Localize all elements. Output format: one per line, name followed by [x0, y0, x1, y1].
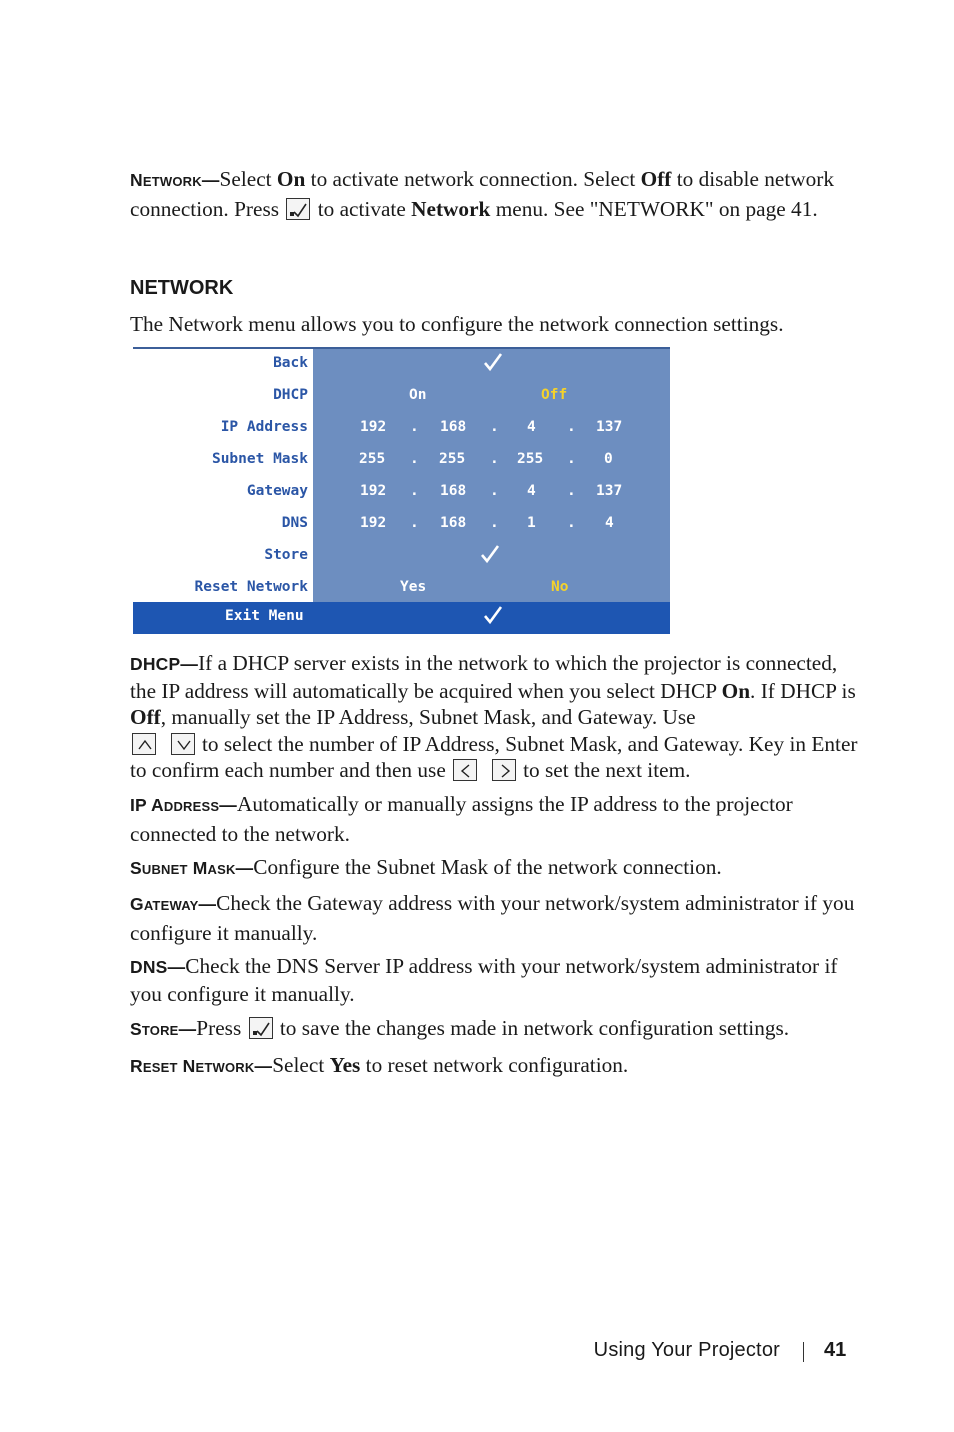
dns-paragraph — [130, 953, 865, 1007]
ip-octet-1: 192 — [360, 419, 387, 435]
osd-row-subnet-mask — [133, 445, 670, 477]
ip-octet-2: 168 — [440, 419, 467, 435]
octet-dot: . — [567, 483, 576, 499]
ip-address-term — [130, 795, 237, 815]
osd-label-dns: DNS — [281, 515, 308, 531]
text: Select — [219, 167, 277, 191]
term-cap: R — [130, 1056, 143, 1076]
text: . If DHCP is — [750, 678, 856, 703]
dns-octet-4: 4 — [605, 515, 614, 531]
reset-option-no: No — [551, 579, 569, 595]
reset-network-paragraph — [130, 1052, 865, 1082]
left-arrow-key-icon — [453, 759, 477, 781]
term-text: DNS — [130, 957, 168, 977]
checkmark-icon — [480, 543, 500, 569]
term-dash: — — [178, 1019, 197, 1039]
page-number: 41 — [824, 1339, 847, 1361]
text: to set the next item. — [517, 758, 691, 782]
term-cap: G — [130, 894, 144, 914]
term-rest: ETWORK — [195, 1060, 255, 1075]
dns-term — [130, 957, 185, 977]
subnet-mask-term — [130, 858, 253, 878]
gateway-octet-3: 4 — [527, 483, 536, 499]
osd-row-dhcp — [133, 381, 670, 413]
off-keyword: Off — [130, 705, 161, 729]
octet-dot: . — [567, 419, 576, 435]
store-term — [130, 1019, 196, 1039]
gateway-paragraph — [130, 890, 865, 946]
term-dash: — — [219, 795, 237, 815]
gateway-term — [130, 894, 216, 914]
text: Automatically or manually assigns the IP address to the projector connected to the network. — [130, 792, 793, 846]
term-dash: — — [235, 858, 254, 878]
osd-label-gateway: Gateway — [246, 483, 308, 499]
checkmark-icon — [483, 604, 503, 630]
text: to save the changes made in network configuration settings. — [274, 1016, 790, 1040]
octet-dot: . — [410, 483, 419, 499]
octet-dot: . — [490, 483, 499, 499]
osd-label-store: Store — [264, 547, 308, 563]
enter-key-icon — [249, 1017, 273, 1039]
osd-label-reset-network: Reset Network — [194, 579, 308, 595]
osd-row-back — [133, 349, 670, 381]
osd-label-ip-address: IP Address — [220, 419, 308, 435]
term-dash: — — [201, 170, 220, 190]
dhcp-option-on: On — [409, 387, 427, 403]
network-term — [130, 170, 220, 190]
term-dash: — — [198, 894, 217, 914]
octet-dot: . — [410, 515, 419, 531]
yes-keyword: Yes — [329, 1053, 361, 1077]
ip-octet-4: 137 — [596, 419, 623, 435]
gateway-octet-2: 168 — [440, 483, 467, 499]
term-rest: ATEWAY — [143, 898, 199, 913]
osd-label-back: Back — [273, 355, 308, 371]
term-cap: S — [130, 858, 142, 878]
octet-dot: . — [490, 419, 499, 435]
subnet-octet-1: 255 — [359, 451, 386, 467]
octet-dot: . — [490, 451, 499, 467]
octet-dot: . — [410, 451, 419, 467]
octet-dot: . — [490, 515, 499, 531]
term-cap: S — [130, 1019, 142, 1039]
subnet-mask-paragraph — [130, 854, 865, 884]
off-keyword: Off — [640, 167, 672, 191]
dns-octet-2: 168 — [440, 515, 467, 531]
up-arrow-key-icon — [132, 733, 156, 755]
ip-octet-3: 4 — [527, 419, 536, 435]
text: Check the Gateway address with your network/system administrator if you configure it manually. — [130, 891, 855, 945]
dhcp-paragraph — [130, 650, 865, 784]
on-keyword: On — [721, 678, 751, 703]
reset-option-yes: Yes — [400, 579, 427, 595]
term-cap: N — [177, 1056, 196, 1076]
term-dash: — — [167, 957, 186, 977]
term-dash: — — [254, 1056, 273, 1076]
reset-network-term — [130, 1056, 272, 1076]
text: menu. See "NETWORK" on page 41. — [490, 196, 818, 221]
text: If a DHCP server exists in the network to which the projector is connected, the IP address will automatically be acquired when you select DHCP — [130, 651, 838, 703]
network-keyword: Network — [411, 196, 491, 221]
subnet-octet-3: 255 — [517, 451, 544, 467]
dns-octet-1: 192 — [360, 515, 387, 531]
network-paragraph — [130, 166, 865, 222]
network-osd-menu — [133, 347, 670, 634]
right-arrow-key-icon — [492, 759, 516, 781]
term-rest: ASK — [207, 862, 236, 877]
term-rest: TORE — [141, 1023, 179, 1038]
osd-label-exit-menu: Exit Menu — [225, 608, 304, 624]
text: , manually set the IP Address, Subnet Mask, and Gateway. Use — [160, 705, 696, 729]
term-rest: UBNET — [141, 862, 188, 877]
footer-section-title: Using Your Projector — [593, 1339, 780, 1361]
term-rest: DDRESS — [163, 799, 220, 814]
dns-octet-3: 1 — [527, 515, 536, 531]
gateway-octet-1: 192 — [360, 483, 387, 499]
osd-row-reset-network — [133, 573, 670, 605]
osd-row-store — [133, 541, 670, 573]
store-paragraph — [130, 1015, 865, 1045]
text: Press — [196, 1016, 247, 1040]
term-cap: N — [130, 170, 143, 190]
text: to activate network connection. Select — [305, 167, 641, 191]
text: Configure the Subnet Mask of the network connection. — [253, 855, 722, 879]
text: Check the DNS Server IP address with your network/system administrator if you configure it manually. — [130, 954, 838, 1006]
octet-dot: . — [567, 515, 576, 531]
text: to activate — [312, 196, 412, 221]
term-cap: M — [187, 858, 208, 878]
term-dash: — — [180, 654, 199, 674]
term-text: DHCP — [130, 654, 181, 674]
osd-row-dns — [133, 509, 670, 541]
text: to select the number of IP Address, Subnet Mask, and Gateway. Key in Enter to confirm each number and then use — [130, 731, 858, 782]
down-arrow-key-icon — [171, 733, 195, 755]
dhcp-term — [130, 654, 198, 674]
osd-label-subnet-mask: Subnet Mask — [211, 451, 308, 467]
subnet-octet-2: 255 — [439, 451, 466, 467]
ip-address-paragraph — [130, 791, 865, 847]
checkmark-icon — [483, 351, 503, 377]
dhcp-option-off: Off — [541, 387, 568, 403]
osd-row-gateway — [133, 477, 670, 509]
text: to disable network connection. Press — [130, 167, 835, 221]
subnet-octet-4: 0 — [604, 451, 613, 467]
term-rest: ESET — [142, 1060, 178, 1075]
osd-label-dhcp: DHCP — [273, 387, 308, 403]
section-heading: NETWORK — [130, 277, 234, 299]
intro-paragraph: The Network menu allows you to configure the network connection settings. — [130, 312, 784, 336]
text: to reset network configuration. — [360, 1053, 629, 1077]
enter-key-icon — [286, 198, 310, 220]
page-footer — [0, 1339, 954, 1365]
on-keyword: On — [276, 167, 306, 191]
octet-dot: . — [410, 419, 419, 435]
footer-divider — [803, 1342, 804, 1362]
term-cap: IP A — [130, 795, 164, 815]
term-rest: ETWORK — [142, 174, 202, 189]
osd-row-exit-menu — [133, 602, 670, 634]
gateway-octet-4: 137 — [596, 483, 623, 499]
octet-dot: . — [567, 451, 576, 467]
text: Select — [272, 1053, 330, 1077]
osd-row-ip-address — [133, 413, 670, 445]
